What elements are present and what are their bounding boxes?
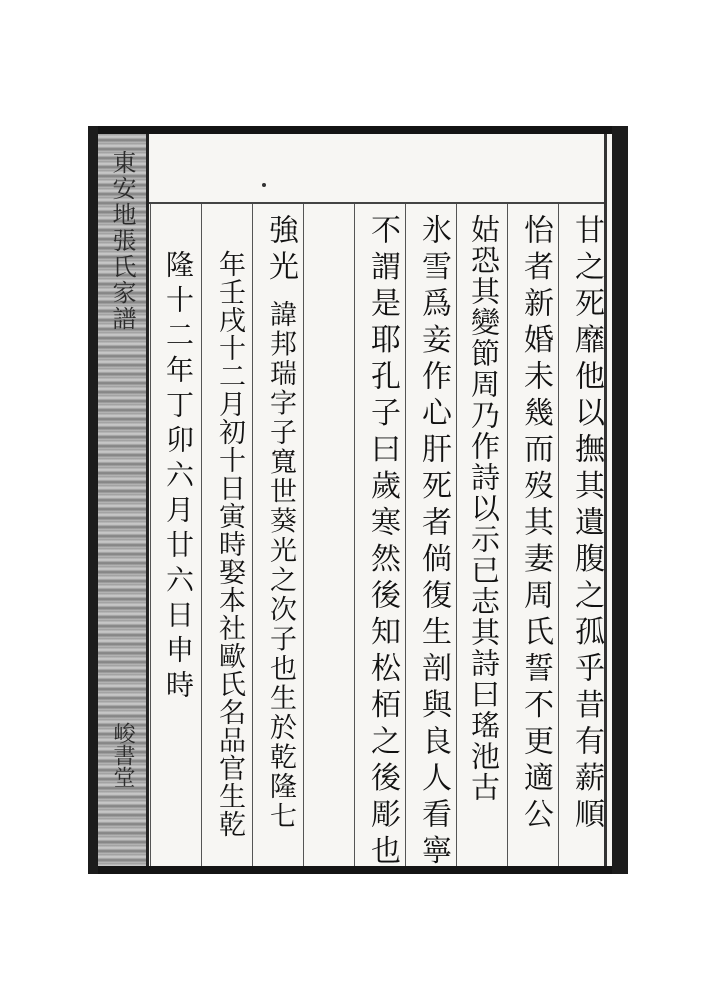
text-column-1: 甘之死靡他以撫其遺腹之孤乎昔有薪順: [569, 214, 604, 835]
frame-left: [88, 126, 98, 874]
text-column-3: 姑恐其變節周乃作詩以示已志其詩曰瑤池古: [467, 214, 501, 803]
column-rule: [150, 204, 151, 866]
frame-right: [612, 126, 628, 874]
text-column-9: 隆十二年丁卯六月廿六日申時: [162, 250, 195, 705]
text-column-5: 不謂是耶孔子曰歲寒然後知松栢之後彫也: [365, 214, 400, 871]
text-column-7: 諱邦瑞字子寬世葵光之次子也生於乾隆七: [265, 300, 296, 831]
text-column-4: 氷雪爲妾作心肝死者倘復生剖與良人看寧: [416, 214, 451, 871]
column-rule: [354, 204, 355, 866]
gutter-divider: [146, 134, 149, 866]
frame-top: [88, 126, 628, 134]
entry-name: 強光: [263, 214, 298, 287]
header-rule: [149, 202, 604, 204]
text-column-2: 怡者新婚未幾而歿其妻周氏誓不更適公: [518, 214, 553, 835]
gutter-title: 東安地張氏家譜: [108, 150, 136, 332]
gutter-footer: 峻書堂: [110, 722, 135, 788]
text-column-8: 年壬戌十二月初十日寅時娶本社歐氏名品官生乾: [214, 250, 245, 838]
ink-dot: [262, 183, 266, 187]
